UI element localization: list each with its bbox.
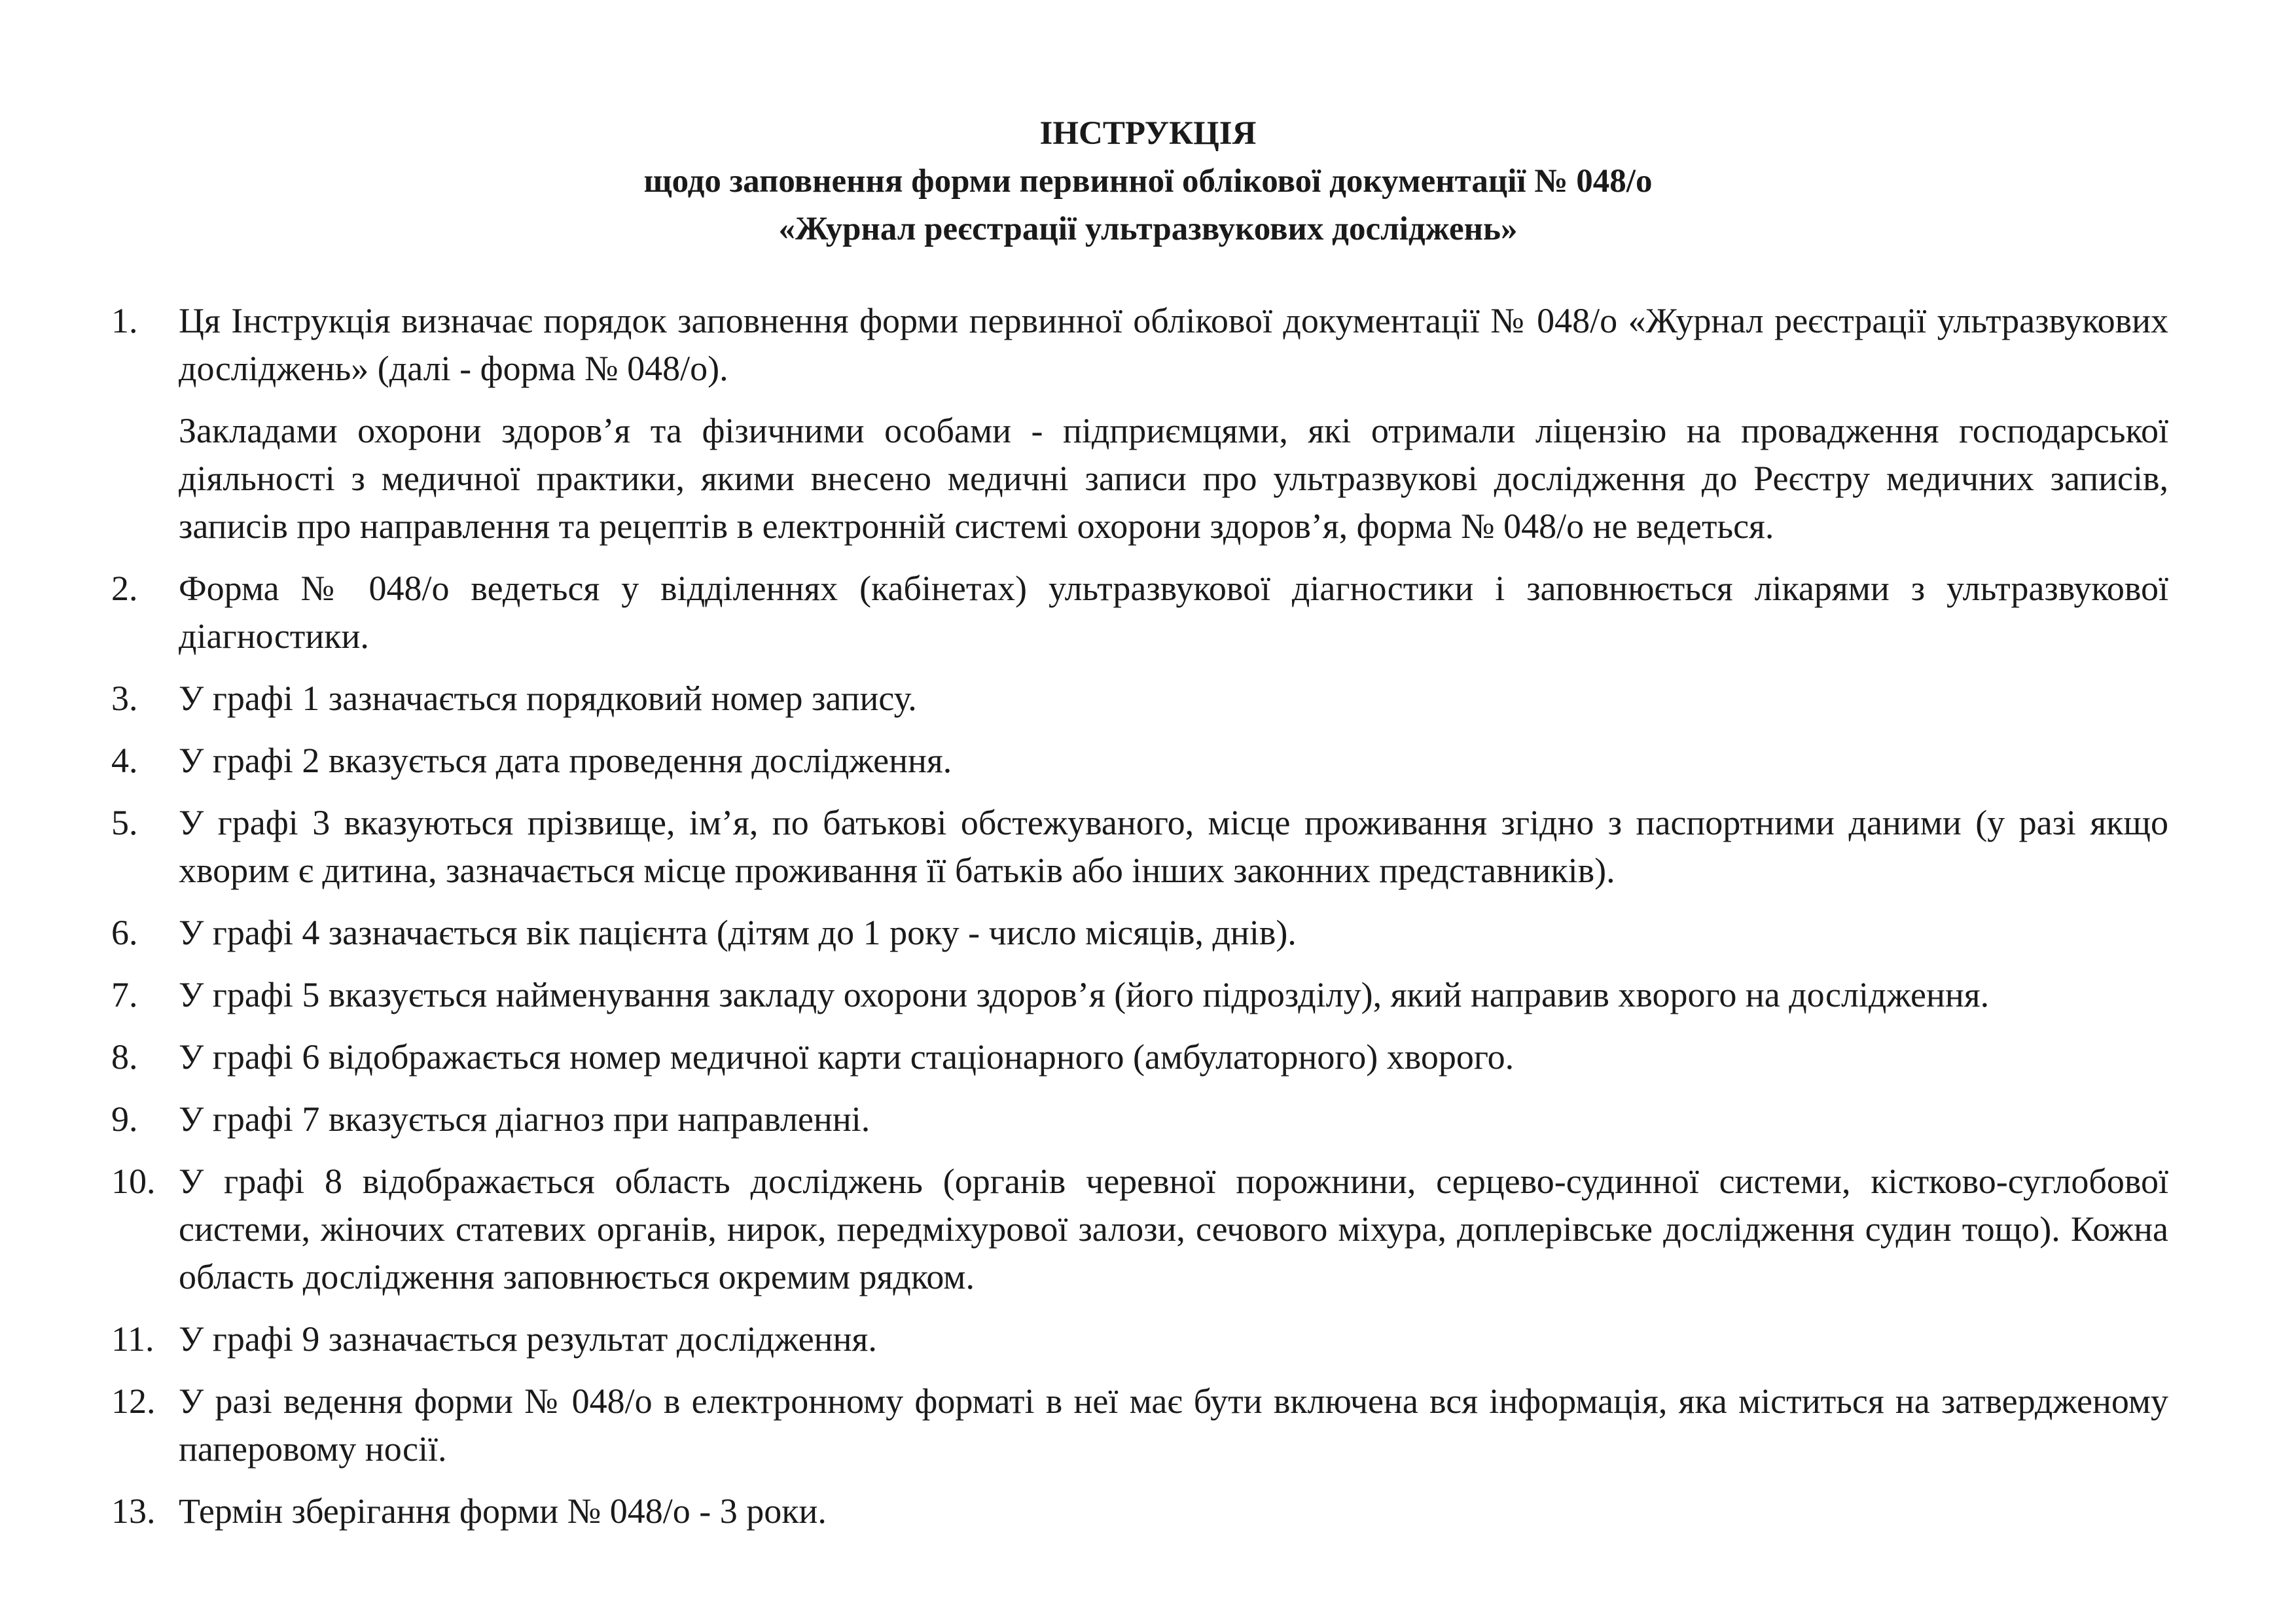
list-item [111,565,2168,660]
item-number: 13. [111,1491,156,1531]
item-number: 1. [111,301,138,340]
item-number: 2. [111,569,138,608]
item-text: У графі 7 вказується діагноз при направленні. [179,1099,870,1139]
list-item [111,1488,2168,1535]
list-item [111,1158,2168,1301]
list-item [111,971,2168,1019]
item-text: У графі 6 відображається номер медичної карти стаціонарного (амбулаторного) хворого. [179,1037,1515,1077]
item-number: 7. [111,975,138,1014]
item-number: 4. [111,741,138,780]
list-item [111,1096,2168,1143]
list-item [111,1033,2168,1081]
item-text: Термін зберігання форми № 048/о - 3 роки. [179,1491,827,1531]
item-text: У графі 4 зазначається вік пацієнта (дітям до 1 року - число місяців, днів). [179,913,1297,952]
document-subtitle: щодо заповнення форми первинної облікової документації № 048/о [643,163,1653,200]
item-text: У разі ведення форми № 048/о в електронному форматі в неї має бути включена вся інформація, яка міститься на затвердженому паперовому носії. [179,1382,2168,1469]
list-item [111,1315,2168,1363]
list-item [111,1378,2168,1473]
list-item [111,799,2168,895]
list-item [111,909,2168,957]
list-item [111,737,2168,785]
item-text: Форма № 048/о ведеться у відділеннях (кабінетах) ультразвукової діагностики і заповнюється лікарями з ультразвукової діагностики. [179,569,2168,656]
item-number: 8. [111,1037,138,1077]
list-item [111,297,2168,550]
instruction-list [111,297,2168,1550]
item-text: У графі 5 вказується найменування закладу охорони здоров’я (його підрозділу), який направив хворого на дослідження. [179,975,1990,1014]
item-number: 10. [111,1162,156,1201]
document-subtitle-journal: «Журнал реєстрації ультразвукових досліджень» [778,211,1518,247]
item-number: 12. [111,1382,156,1421]
item-text: У графі 3 вказуються прізвище, ім’я, по батькові обстежуваного, місце проживання згідно з паспортними даними (у разі якщо хворим є дитина, зазначається місце проживання її батьків або інших законних представників). [179,803,2168,890]
item-number: 3. [111,679,138,718]
document-header [0,110,2296,253]
item-number: 6. [111,913,138,952]
item-text: У графі 2 вказується дата проведення дослідження. [179,741,952,780]
item-text: Ця Інструкція визначає порядок заповнення форми первинної облікової документації № 048/о «Журнал реєстрації ультразвукових досліджень» (далі - форма № 048/о). [179,301,2168,388]
item-text-paragraph: Закладами охорони здоров’я та фізичними особами - підприємцями, які отримали ліцензію на провадження господарської діяльності з медичної практики, якими внесено медичні записи про ультразвукові дослідження до Реєстру медичних записів, записів про направлення та рецептів в електронній системі охорони здоров’я, форма № 048/о не ведеться. [179,411,2168,546]
list-item [111,675,2168,722]
item-text: У графі 1 зазначається порядковий номер запису. [179,679,917,718]
item-number: 9. [111,1099,138,1139]
item-text: У графі 9 зазначається результат дослідження. [179,1319,877,1359]
item-number: 11. [111,1319,154,1359]
item-text: У графі 8 відображається область досліджень (органів черевної порожнини, серцево-судинної системи, кістково-суглобової системи, жіночих статевих органів, нирок, передміхурової залози, сечового міхура, доплерівське дослідження судин тощо). Кожна область дослідження заповнюється окремим рядком. [179,1162,2168,1296]
item-number: 5. [111,803,138,842]
document-title: ІНСТРУКЦІЯ [1039,115,1257,152]
